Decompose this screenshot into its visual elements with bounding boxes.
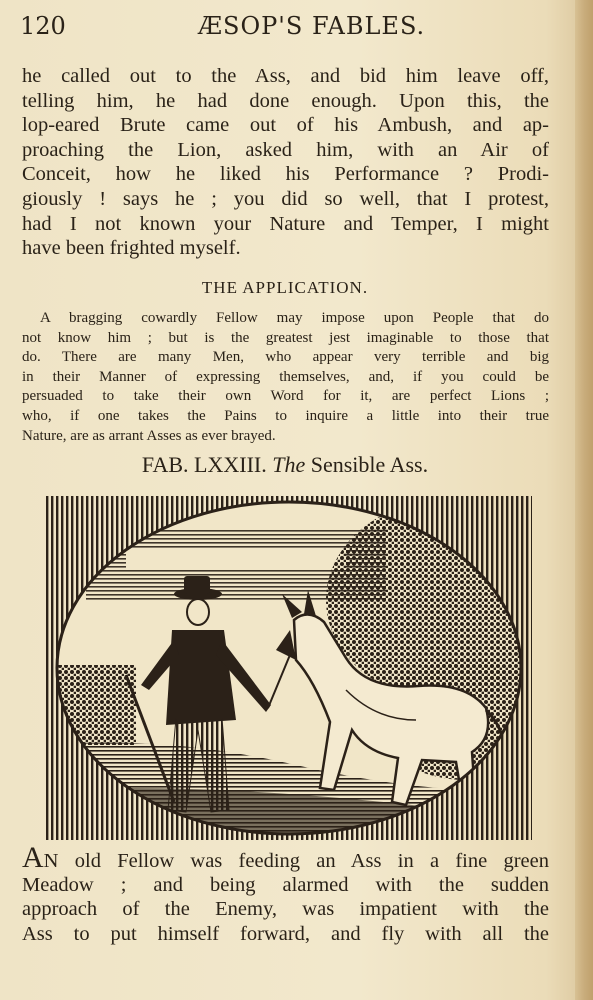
- fable-text: [22, 841, 549, 946]
- running-title: ÆSOP'S FABLES.: [198, 12, 426, 40]
- woodcut-illustration: [46, 490, 532, 840]
- text-line: he called out to the Ass, and bid him leave off,: [22, 65, 549, 87]
- text-line: A bragging cowardly Fellow may impose upon People that do: [40, 310, 549, 326]
- text-line: Nature, are as arrant Asses as ever brayed.: [22, 427, 276, 444]
- text-line: do. There are many Men, who appear very terrible and big: [22, 349, 549, 366]
- text-line: giously ! says he ; you did so well, that I protest,: [22, 187, 549, 210]
- page-number: 120: [20, 12, 66, 40]
- fable-heading: [0, 452, 570, 478]
- text-line: Meadow ; and being alarmed with the sudden: [22, 873, 549, 896]
- text-line: Ass to put himself forward, and fly with all the: [22, 922, 549, 945]
- fable-title-article: The: [272, 452, 306, 477]
- text-fragment: old Fellow was feeding an Ass in a fine green: [58, 850, 549, 872]
- text-line: Conceit, how he liked his Performance ? Prodi-: [22, 163, 549, 186]
- text-line: have been frighted myself.: [22, 237, 241, 260]
- text-line: who, if one takes the Pains to inquire a little into their true: [22, 407, 549, 424]
- text-line: [22, 841, 549, 874]
- page-edge: [575, 0, 593, 1000]
- initial-capital: A: [22, 841, 44, 874]
- text-line: telling him, he had done enough. Upon this, the: [22, 89, 549, 112]
- text-line: proaching the Lion, asked him, with an Air of: [22, 138, 549, 161]
- text-line: in their Manner of expressing themselves, and, if you could be: [22, 368, 549, 385]
- application-text: [22, 309, 549, 446]
- text-line: approach of the Enemy, was impatient with the: [22, 898, 549, 921]
- running-head: [20, 10, 560, 44]
- first-word-rest: N: [43, 850, 59, 872]
- fable-title: Sensible Ass.: [310, 452, 429, 477]
- application-heading: THE APPLICATION.: [201, 278, 369, 297]
- text-line: persuaded to take their own Word for it, are perfect Lions ;: [22, 388, 549, 405]
- text-line: had I not known your Nature and Temper, I might: [22, 212, 549, 235]
- continued-fable-text: [22, 64, 549, 261]
- fable-number: FAB. LXXIII.: [141, 452, 267, 477]
- text-line: lop-eared Brute came out of his Ambush, and ap-: [22, 114, 549, 137]
- text-line: not know him ; but is the greatest jest imaginable to those that: [22, 329, 549, 346]
